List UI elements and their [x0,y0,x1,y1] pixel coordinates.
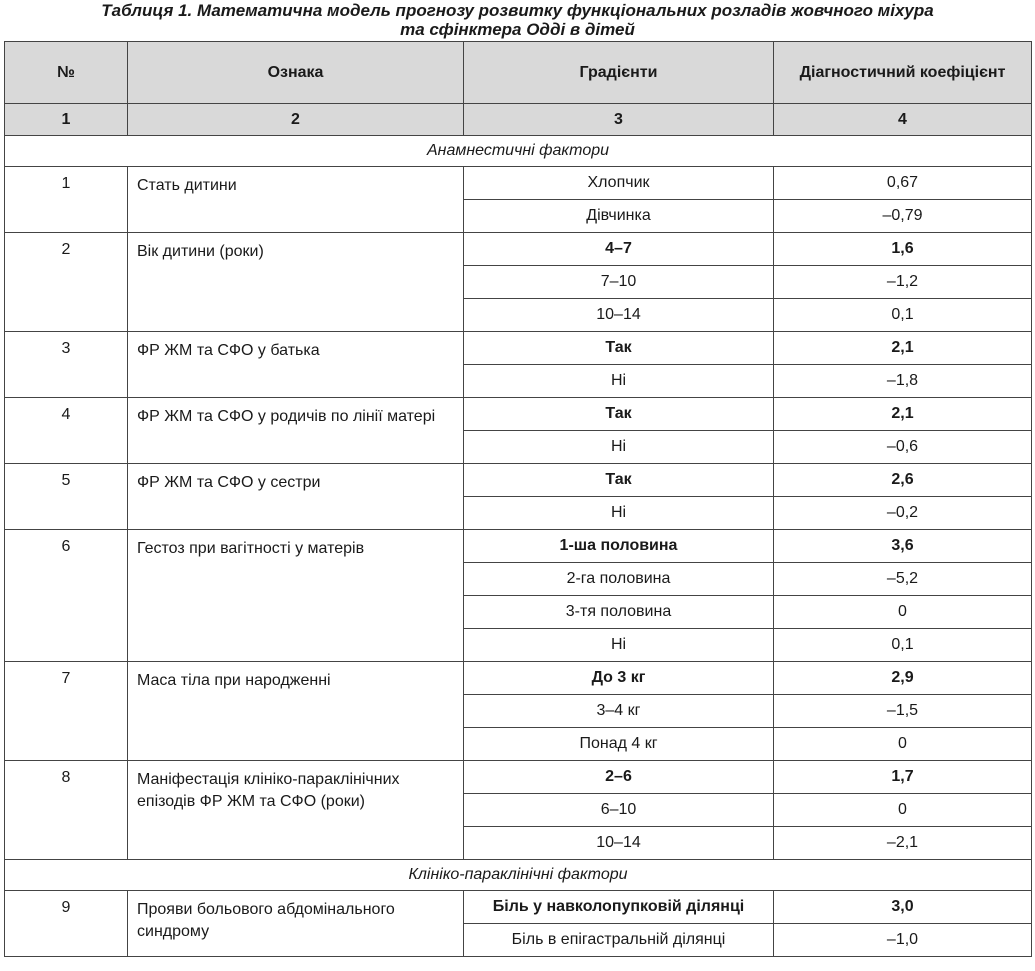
gradient-cell: 3-тя половина [464,596,774,629]
gradient-cell: Ні [464,629,774,662]
title-line-1: Таблиця 1. Математична модель прогнозу розвитку функціональних розладів жовчного міхура [101,1,934,20]
row-number: 7 [5,662,128,761]
row-number: 8 [5,761,128,860]
coefficient-cell: 2,9 [774,662,1032,695]
coefficient-cell: 0,1 [774,299,1032,332]
section-title: Клініко-параклінічні фактори [5,860,1032,891]
table-row [5,233,1032,266]
coefficient-cell: 2,6 [774,464,1032,497]
coefficient-cell: 1,6 [774,233,1032,266]
row-number: 6 [5,530,128,662]
gradient-cell: До 3 кг [464,662,774,695]
row-number: 9 [5,891,128,957]
coefficient-cell: –2,1 [774,827,1032,860]
gradient-cell: Понад 4 кг [464,728,774,761]
table-row [5,662,1032,695]
gradient-cell: 3–4 кг [464,695,774,728]
section-title: Анамнестичні фактори [5,136,1032,167]
gradient-cell: Так [464,332,774,365]
gradient-cell: 10–14 [464,299,774,332]
header-sign: Ознака [128,42,464,104]
coefficient-cell: –5,2 [774,563,1032,596]
gradient-cell: 2–6 [464,761,774,794]
row-sign: Прояви больового абдомінального синдрому [128,891,464,957]
coefficient-cell: –1,5 [774,695,1032,728]
row-sign: Гестоз при вагітності у матерів [128,530,464,662]
table-row [5,891,1032,924]
row-sign: ФР ЖМ та СФО у батька [128,332,464,398]
gradient-cell: 6–10 [464,794,774,827]
coefficient-cell: 3,0 [774,891,1032,924]
prognosis-table [4,41,1032,957]
gradient-cell: 4–7 [464,233,774,266]
gradient-cell: Так [464,464,774,497]
table-row [5,464,1032,497]
gradient-cell: Ні [464,365,774,398]
header-number: № [5,42,128,104]
coefficient-cell: –1,2 [774,266,1032,299]
column-number-row [5,104,1032,136]
row-sign: Стать дитини [128,167,464,233]
table-row [5,332,1032,365]
gradient-cell: Ні [464,431,774,464]
coefficient-cell: –0,6 [774,431,1032,464]
section-row [5,136,1032,167]
row-number: 4 [5,398,128,464]
column-number: 1 [5,104,128,136]
table-row [5,167,1032,200]
column-number: 2 [128,104,464,136]
row-number: 2 [5,233,128,332]
section-row [5,860,1032,891]
coefficient-cell: –1,8 [774,365,1032,398]
gradient-cell: Хлопчик [464,167,774,200]
row-number: 3 [5,332,128,398]
coefficient-cell: –0,79 [774,200,1032,233]
gradient-cell: Так [464,398,774,431]
gradient-cell: Біль у навколопупковій ділянці [464,891,774,924]
header-row [5,42,1032,104]
row-sign: ФР ЖМ та СФО у родичів по лінії матері [128,398,464,464]
coefficient-cell: 0,67 [774,167,1032,200]
table-row [5,761,1032,794]
table-row [5,398,1032,431]
gradient-cell: 10–14 [464,827,774,860]
column-number: 3 [464,104,774,136]
header-gradients: Градієнти [464,42,774,104]
coefficient-cell: 0,1 [774,629,1032,662]
row-sign: Вік дитини (роки) [128,233,464,332]
coefficient-cell: –0,2 [774,497,1032,530]
row-sign: Маніфестація клініко-параклінічних епізодів ФР ЖМ та СФО (роки) [128,761,464,860]
table-body [5,136,1032,957]
coefficient-cell: 0 [774,794,1032,827]
row-number: 1 [5,167,128,233]
table-row [5,530,1032,563]
gradient-cell: 2-га половина [464,563,774,596]
table-title [0,0,1035,41]
header-coefficient: Діагностичний коефіцієнт [774,42,1032,104]
title-line-2: та сфінктера Одді в дітей [400,20,635,39]
gradient-cell: 1-ша половина [464,530,774,563]
row-sign: Маса тіла при народженні [128,662,464,761]
row-number: 5 [5,464,128,530]
coefficient-cell: 2,1 [774,332,1032,365]
row-sign: ФР ЖМ та СФО у сестри [128,464,464,530]
coefficient-cell: 2,1 [774,398,1032,431]
column-number: 4 [774,104,1032,136]
gradient-cell: 7–10 [464,266,774,299]
gradient-cell: Біль в епігастральній ділянці [464,924,774,957]
coefficient-cell: 0 [774,596,1032,629]
coefficient-cell: 0 [774,728,1032,761]
gradient-cell: Ні [464,497,774,530]
coefficient-cell: –1,0 [774,924,1032,957]
gradient-cell: Дівчинка [464,200,774,233]
coefficient-cell: 3,6 [774,530,1032,563]
coefficient-cell: 1,7 [774,761,1032,794]
